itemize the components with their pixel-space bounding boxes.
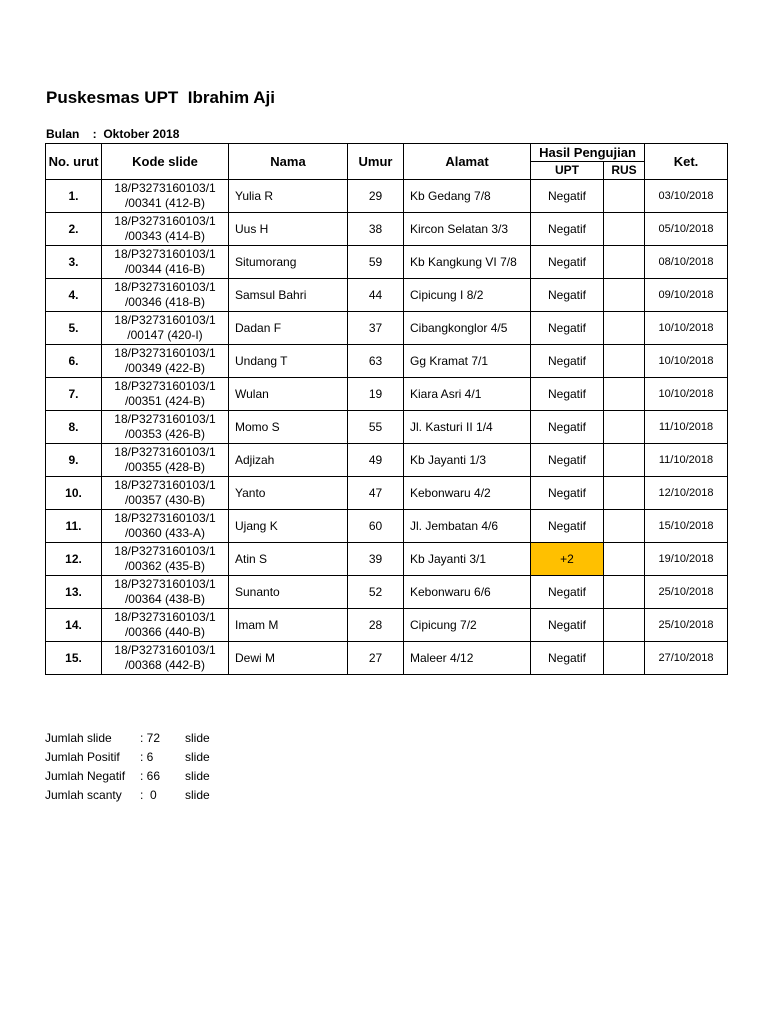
- rus-result-cell: [604, 312, 645, 345]
- alamat-cell: Maleer 4/12: [404, 642, 531, 675]
- header-kode-slide: Kode slide: [102, 144, 229, 180]
- kode-slide-line1: 18/P3273160103/1: [114, 214, 216, 228]
- ket-date-cell: 10/10/2018: [645, 378, 728, 411]
- umur-cell: 19: [348, 378, 404, 411]
- month-label: Bulan : Oktober 2018: [46, 127, 180, 141]
- row-number: 15.: [46, 642, 102, 675]
- kode-slide-cell: [102, 609, 229, 642]
- upt-result-cell: Negatif: [531, 576, 604, 609]
- nama-cell: Wulan: [229, 378, 348, 411]
- header-umur: Umur: [348, 144, 404, 180]
- upt-result-cell: Negatif: [531, 345, 604, 378]
- upt-result-cell: Negatif: [531, 411, 604, 444]
- alamat-cell: Jl. Jembatan 4/6: [404, 510, 531, 543]
- ket-date-cell: 19/10/2018: [645, 543, 728, 576]
- table-row: [46, 180, 728, 213]
- nama-cell: Situmorang: [229, 246, 348, 279]
- alamat-cell: Kb Jayanti 3/1: [404, 543, 531, 576]
- header-alamat: Alamat: [404, 144, 531, 180]
- kode-slide-line2: /00357 (430-B): [124, 493, 206, 507]
- row-number: 3.: [46, 246, 102, 279]
- nama-cell: Ujang K: [229, 510, 348, 543]
- kode-slide-line1: 18/P3273160103/1: [114, 280, 216, 294]
- rus-result-cell: [604, 411, 645, 444]
- header-hasil-pengujian: Hasil Pengujian: [531, 144, 645, 162]
- kode-slide-cell: [102, 543, 229, 576]
- table-row: [46, 213, 728, 246]
- header-rus: RUS: [604, 162, 645, 180]
- header-nama: Nama: [229, 144, 348, 180]
- kode-slide-line2: /00364 (438-B): [124, 592, 206, 606]
- row-number: 10.: [46, 477, 102, 510]
- kode-slide-line1: 18/P3273160103/1: [114, 544, 216, 558]
- nama-cell: Atin S: [229, 543, 348, 576]
- rus-result-cell: [604, 378, 645, 411]
- kode-slide-line2: /00343 (414-B): [124, 229, 206, 243]
- row-number: 6.: [46, 345, 102, 378]
- umur-cell: 63: [348, 345, 404, 378]
- umur-cell: 28: [348, 609, 404, 642]
- kode-slide-line2: /00349 (422-B): [124, 361, 206, 375]
- alamat-cell: Kebonwaru 6/6: [404, 576, 531, 609]
- kode-slide-line2: /00341 (412-B): [124, 196, 206, 210]
- alamat-cell: Kb Gedang 7/8: [404, 180, 531, 213]
- upt-result-cell: Negatif: [531, 312, 604, 345]
- umur-cell: 37: [348, 312, 404, 345]
- rus-result-cell: [604, 510, 645, 543]
- kode-slide-cell: [102, 180, 229, 213]
- rus-result-cell: [604, 213, 645, 246]
- alamat-cell: Cipicung 7/2: [404, 609, 531, 642]
- kode-slide-line1: 18/P3273160103/1: [114, 379, 216, 393]
- alamat-cell: Kebonwaru 4/2: [404, 477, 531, 510]
- table-row: [46, 411, 728, 444]
- table-row: [46, 246, 728, 279]
- umur-cell: 55: [348, 411, 404, 444]
- rus-result-cell: [604, 345, 645, 378]
- summary-value: : 66: [140, 769, 161, 783]
- ket-date-cell: 25/10/2018: [645, 576, 728, 609]
- kode-slide-line2: /00366 (440-B): [124, 625, 206, 639]
- kode-slide-cell: [102, 378, 229, 411]
- alamat-cell: Jl. Kasturi II 1/4: [404, 411, 531, 444]
- ket-date-cell: 08/10/2018: [645, 246, 728, 279]
- nama-cell: Dewi M: [229, 642, 348, 675]
- page-title: Puskesmas UPT Ibrahim Aji: [46, 88, 275, 107]
- kode-slide-cell: [102, 279, 229, 312]
- rus-result-cell: [604, 576, 645, 609]
- kode-slide-line2: /00346 (418-B): [124, 295, 206, 309]
- kode-slide-line1: 18/P3273160103/1: [114, 181, 216, 195]
- ket-date-cell: 10/10/2018: [645, 312, 728, 345]
- umur-cell: 49: [348, 444, 404, 477]
- ket-date-cell: 11/10/2018: [645, 411, 728, 444]
- ket-date-cell: 12/10/2018: [645, 477, 728, 510]
- upt-result-cell: Negatif: [531, 213, 604, 246]
- row-number: 1.: [46, 180, 102, 213]
- rus-result-cell: [604, 477, 645, 510]
- summary-value: : 72: [140, 731, 161, 745]
- ket-date-cell: 27/10/2018: [645, 642, 728, 675]
- kode-slide-line1: 18/P3273160103/1: [114, 412, 216, 426]
- nama-cell: Dadan F: [229, 312, 348, 345]
- ket-date-cell: 25/10/2018: [645, 609, 728, 642]
- nama-cell: Undang T: [229, 345, 348, 378]
- upt-result-cell: Negatif: [531, 180, 604, 213]
- umur-cell: 59: [348, 246, 404, 279]
- upt-result-cell: Negatif: [531, 510, 604, 543]
- kode-slide-cell: [102, 345, 229, 378]
- upt-result-cell: Negatif: [531, 279, 604, 312]
- alamat-cell: Kiara Asri 4/1: [404, 378, 531, 411]
- row-number: 11.: [46, 510, 102, 543]
- rus-result-cell: [604, 180, 645, 213]
- row-number: 4.: [46, 279, 102, 312]
- ket-date-cell: 11/10/2018: [645, 444, 728, 477]
- kode-slide-line2: /00353 (426-B): [124, 427, 206, 441]
- summary-label: Jumlah slide: [45, 731, 112, 745]
- kode-slide-cell: [102, 213, 229, 246]
- nama-cell: Uus H: [229, 213, 348, 246]
- upt-result-cell: Negatif: [531, 444, 604, 477]
- umur-cell: 60: [348, 510, 404, 543]
- header-no: No. urut: [46, 144, 102, 180]
- rus-result-cell: [604, 246, 645, 279]
- nama-cell: Yanto: [229, 477, 348, 510]
- summary-unit: slide: [185, 731, 210, 745]
- row-number: 13.: [46, 576, 102, 609]
- alamat-cell: Kb Jayanti 1/3: [404, 444, 531, 477]
- kode-slide-line2: /00362 (435-B): [124, 559, 206, 573]
- table-body: [46, 180, 728, 675]
- table-row: [46, 609, 728, 642]
- kode-slide-line2: /00351 (424-B): [124, 394, 206, 408]
- kode-slide-line2: /00368 (442-B): [124, 658, 206, 672]
- table-row: [46, 543, 728, 576]
- table-row: [46, 345, 728, 378]
- umur-cell: 52: [348, 576, 404, 609]
- kode-slide-cell: [102, 510, 229, 543]
- row-number: 12.: [46, 543, 102, 576]
- kode-slide-line1: 18/P3273160103/1: [114, 577, 216, 591]
- umur-cell: 39: [348, 543, 404, 576]
- alamat-cell: Cibangkonglor 4/5: [404, 312, 531, 345]
- header-upt: UPT: [531, 162, 604, 180]
- summary-value: : 0: [140, 788, 157, 802]
- table-row: [46, 444, 728, 477]
- summary-unit: slide: [185, 769, 210, 783]
- summary-unit: slide: [185, 750, 210, 764]
- upt-result-cell: Negatif: [531, 609, 604, 642]
- row-number: 2.: [46, 213, 102, 246]
- kode-slide-line1: 18/P3273160103/1: [114, 610, 216, 624]
- ket-date-cell: 03/10/2018: [645, 180, 728, 213]
- summary-label: Jumlah scanty: [45, 788, 122, 802]
- nama-cell: Sunanto: [229, 576, 348, 609]
- table-row: [46, 510, 728, 543]
- kode-slide-cell: [102, 444, 229, 477]
- row-number: 5.: [46, 312, 102, 345]
- alamat-cell: Kircon Selatan 3/3: [404, 213, 531, 246]
- kode-slide-line1: 18/P3273160103/1: [114, 511, 216, 525]
- ket-date-cell: 09/10/2018: [645, 279, 728, 312]
- table-row: [46, 312, 728, 345]
- row-number: 8.: [46, 411, 102, 444]
- kode-slide-line1: 18/P3273160103/1: [114, 445, 216, 459]
- table-row: [46, 576, 728, 609]
- ket-date-cell: 10/10/2018: [645, 345, 728, 378]
- upt-result-cell: Negatif: [531, 642, 604, 675]
- kode-slide-cell: [102, 477, 229, 510]
- rus-result-cell: [604, 609, 645, 642]
- umur-cell: 44: [348, 279, 404, 312]
- summary-unit: slide: [185, 788, 210, 802]
- upt-result-cell: Negatif: [531, 246, 604, 279]
- kode-slide-line1: 18/P3273160103/1: [114, 313, 216, 327]
- kode-slide-cell: [102, 312, 229, 345]
- table-row: [46, 642, 728, 675]
- umur-cell: 27: [348, 642, 404, 675]
- summary-label: Jumlah Negatif: [45, 769, 126, 783]
- ket-date-cell: 15/10/2018: [645, 510, 728, 543]
- summary-label: Jumlah Positif: [45, 750, 120, 764]
- upt-result-cell: +2: [531, 543, 604, 576]
- kode-slide-cell: [102, 411, 229, 444]
- alamat-cell: Gg Kramat 7/1: [404, 345, 531, 378]
- summary-value: : 6: [140, 750, 154, 764]
- kode-slide-line2: /00147 (420-I): [127, 328, 203, 342]
- kode-slide-cell: [102, 642, 229, 675]
- nama-cell: Adjizah: [229, 444, 348, 477]
- table-row: [46, 477, 728, 510]
- umur-cell: 38: [348, 213, 404, 246]
- alamat-cell: Cipicung I 8/2: [404, 279, 531, 312]
- upt-result-cell: Negatif: [531, 477, 604, 510]
- kode-slide-cell: [102, 576, 229, 609]
- nama-cell: Momo S: [229, 411, 348, 444]
- rus-result-cell: [604, 444, 645, 477]
- table-row: [46, 279, 728, 312]
- row-number: 7.: [46, 378, 102, 411]
- kode-slide-line2: /00360 (433-A): [124, 526, 206, 540]
- nama-cell: Imam M: [229, 609, 348, 642]
- row-number: 14.: [46, 609, 102, 642]
- upt-result-cell: Negatif: [531, 378, 604, 411]
- rus-result-cell: [604, 543, 645, 576]
- rus-result-cell: [604, 279, 645, 312]
- kode-slide-line2: /00344 (416-B): [124, 262, 206, 276]
- alamat-cell: Kb Kangkung VI 7/8: [404, 246, 531, 279]
- ket-date-cell: 05/10/2018: [645, 213, 728, 246]
- umur-cell: 47: [348, 477, 404, 510]
- nama-cell: Yulia R: [229, 180, 348, 213]
- kode-slide-line1: 18/P3273160103/1: [114, 643, 216, 657]
- kode-slide-line2: /00355 (428-B): [124, 460, 206, 474]
- kode-slide-line1: 18/P3273160103/1: [114, 478, 216, 492]
- umur-cell: 29: [348, 180, 404, 213]
- kode-slide-line1: 18/P3273160103/1: [114, 346, 216, 360]
- kode-slide-cell: [102, 246, 229, 279]
- row-number: 9.: [46, 444, 102, 477]
- table-row: [46, 378, 728, 411]
- header-ket: Ket.: [645, 144, 728, 180]
- rus-result-cell: [604, 642, 645, 675]
- nama-cell: Samsul Bahri: [229, 279, 348, 312]
- kode-slide-line1: 18/P3273160103/1: [114, 247, 216, 261]
- results-table: [45, 143, 728, 675]
